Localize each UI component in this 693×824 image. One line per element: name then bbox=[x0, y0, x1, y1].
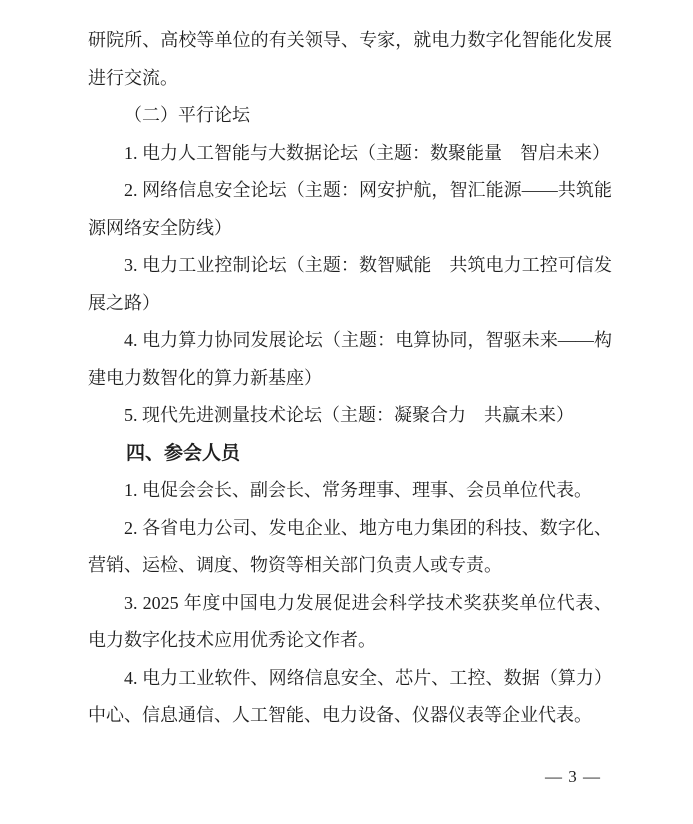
paragraph-body: 2. 网络信息安全论坛（主题：网安护航，智汇能源——共筑能源网络安全防线） bbox=[88, 180, 612, 238]
paragraph-body: 研院所、高校等单位的有关领导、专家，就电力数字化智能化发展进行交流。 bbox=[88, 30, 612, 88]
paragraph-heading: 四、参会人员 bbox=[126, 442, 241, 464]
paragraph-subheading: （二）平行论坛 bbox=[124, 105, 250, 125]
paragraph-body: 3. 电力工业控制论坛（主题：数智赋能 共筑电力工控可信发展之路） bbox=[88, 255, 612, 313]
page-number: — 3 — bbox=[545, 767, 601, 786]
document-body bbox=[88, 22, 612, 735]
page-footer bbox=[545, 767, 601, 787]
paragraph-body: 1. 电力人工智能与大数据论坛（主题：数聚能量 智启未来） bbox=[124, 142, 610, 163]
paragraph-body: 4. 电力算力协同发展论坛（主题：电算协同，智驱未来——构建电力数智化的算力新基座） bbox=[88, 330, 612, 388]
paragraph-body: 2. 各省电力公司、发电企业、地方电力集团的科技、数字化、营销、运检、调度、物资等相关部门负责人或专责。 bbox=[88, 517, 612, 575]
paragraph-body: 5. 现代先进测量技术论坛（主题：凝聚合力 共赢未来） bbox=[124, 405, 574, 425]
paragraph-body: 1. 电促会会长、副会长、常务理事、理事、会员单位代表。 bbox=[124, 480, 592, 500]
paragraph-body: 3. 2025 年度中国电力发展促进会科学技术奖获奖单位代表、电力数字化技术应用优秀论文作者。 bbox=[88, 592, 612, 650]
paragraph-body: 4. 电力工业软件、网络信息安全、芯片、工控、数据（算力）中心、信息通信、人工智能、电力设备、仪器仪表等企业代表。 bbox=[88, 667, 612, 725]
